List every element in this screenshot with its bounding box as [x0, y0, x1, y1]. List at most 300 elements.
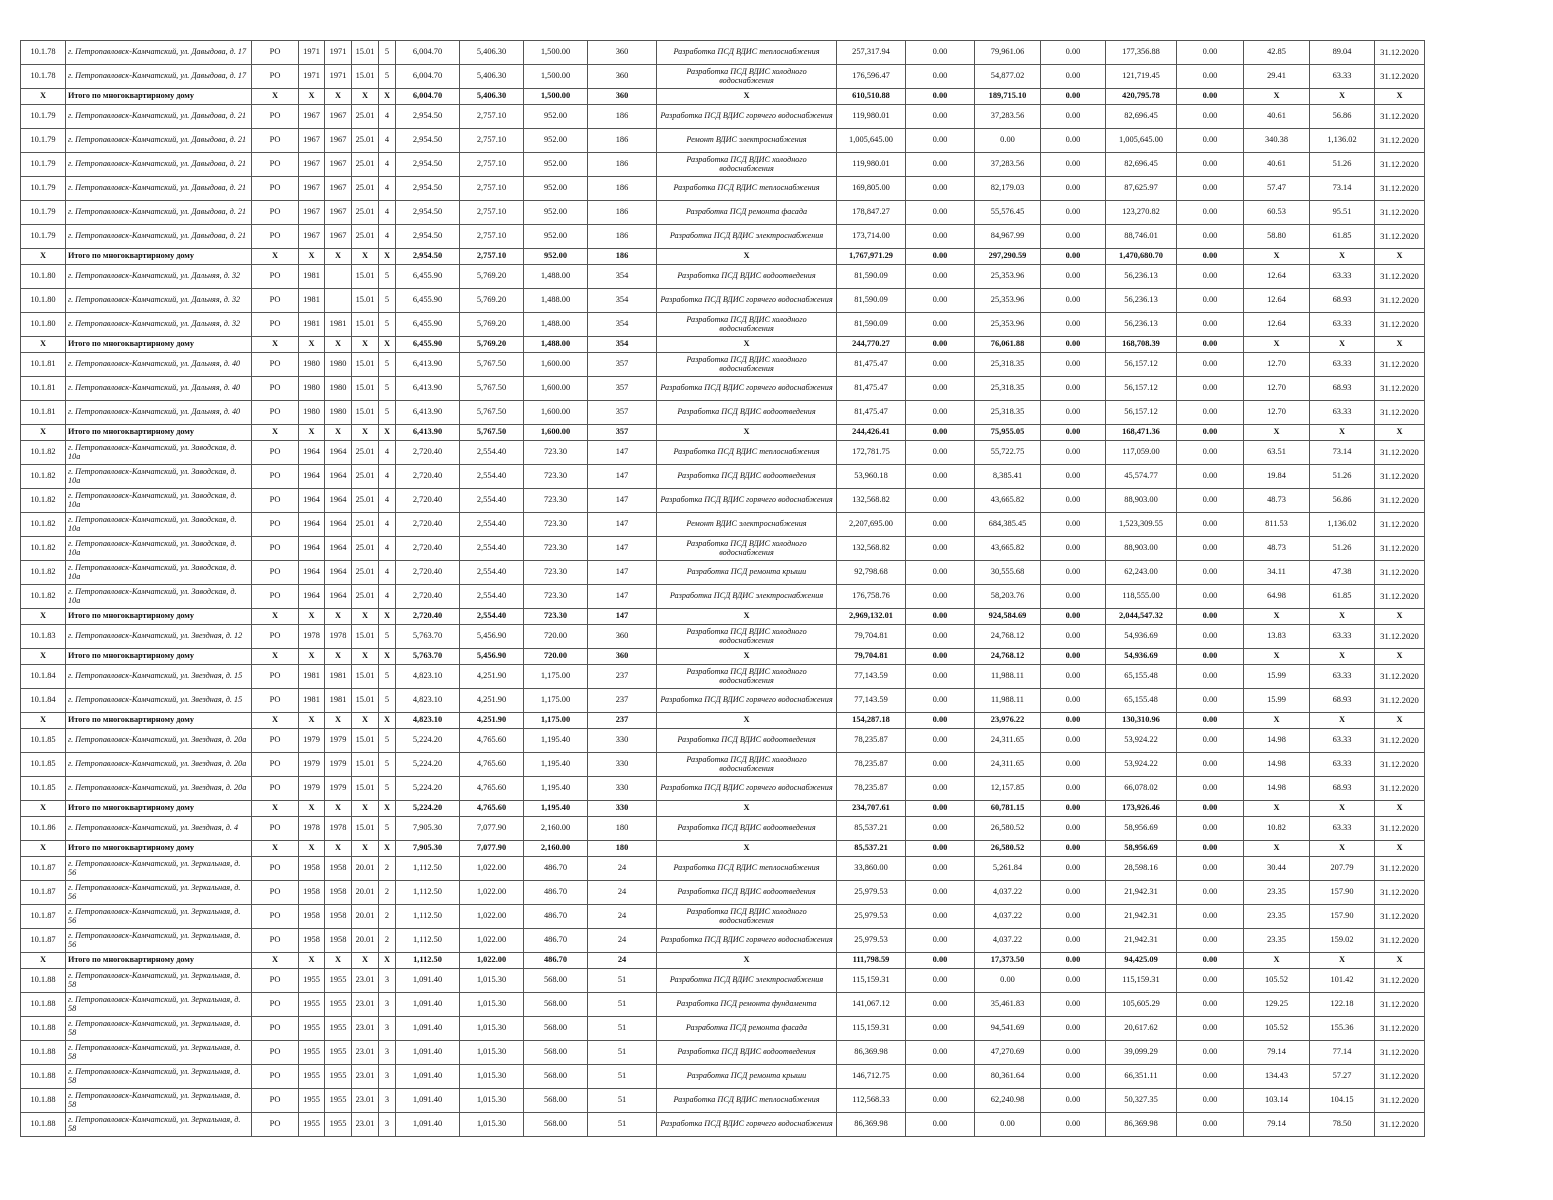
cell-cost-total: 2,969,132.01 — [837, 609, 906, 625]
cell-cost-regional: 4,037.22 — [975, 881, 1041, 905]
cell-year-built: 1971 — [299, 41, 325, 65]
cell-total-area: 2,954.50 — [396, 225, 460, 249]
cell-year-built: 1979 — [299, 729, 325, 753]
cell-address: г. Петропавловск-Камчатский, ул. Дальняя, д. 32 — [66, 313, 252, 337]
cell-owner-type: РО — [252, 561, 299, 585]
cell-cost-regional: 0.00 — [975, 1113, 1041, 1137]
cell-total-area: 5,224.20 — [396, 777, 460, 801]
cell-item-number: X — [21, 713, 66, 729]
cell-owner-type: РО — [252, 289, 299, 313]
cell-completion-date: 31.12.2020 — [1375, 289, 1425, 313]
cell-unit-limit: X — [1310, 801, 1375, 817]
cell-year-commissioned: X — [325, 337, 352, 353]
cell-owner-type: X — [252, 249, 299, 265]
cell-cost-regional: 25,318.35 — [975, 401, 1041, 425]
cell-common-area: 486.70 — [524, 929, 588, 953]
table-row — [21, 561, 1425, 585]
cell-total-area: 1,091.40 — [396, 993, 460, 1017]
cell-cost-other: 0.00 — [1177, 225, 1244, 249]
cell-common-area: 1,175.00 — [524, 689, 588, 713]
cell-owner-type: РО — [252, 65, 299, 89]
cell-wall-material: 25.01 — [352, 537, 379, 561]
cell-unit-cost: 14.98 — [1244, 753, 1310, 777]
cell-cost-regional: 25,353.96 — [975, 289, 1041, 313]
cell-floors: 3 — [379, 969, 396, 993]
cell-common-area: 486.70 — [524, 881, 588, 905]
cell-completion-date: 31.12.2020 — [1375, 353, 1425, 377]
cell-cost-local: 0.00 — [1041, 153, 1106, 177]
cell-owner-type: X — [252, 89, 299, 105]
cell-floors: X — [379, 89, 396, 105]
cell-owner-type: РО — [252, 441, 299, 465]
cell-wall-material: 15.01 — [352, 353, 379, 377]
cell-completion-date: 31.12.2020 — [1375, 777, 1425, 801]
cell-year-built: 1978 — [299, 625, 325, 649]
cell-cost-other: 0.00 — [1177, 649, 1244, 665]
cell-common-area: 1,600.00 — [524, 377, 588, 401]
cell-owner-type: РО — [252, 265, 299, 289]
cell-cost-regional: 62,240.98 — [975, 1089, 1041, 1113]
cell-residents: 360 — [588, 649, 657, 665]
cell-cost-total: 25,979.53 — [837, 905, 906, 929]
cell-item-number: X — [21, 249, 66, 265]
cell-address: г. Петропавловск-Камчатский, ул. Заводская, д. 10а — [66, 441, 252, 465]
cell-completion-date: 31.12.2020 — [1375, 41, 1425, 65]
table-row — [21, 857, 1425, 881]
cell-wall-material: 20.01 — [352, 881, 379, 905]
cell-owner-type: РО — [252, 177, 299, 201]
cell-residents: 180 — [588, 841, 657, 857]
cell-year-built: 1981 — [299, 289, 325, 313]
cell-cost-federal: 0.00 — [906, 713, 975, 729]
cell-owner-type: РО — [252, 625, 299, 649]
cell-residents: 180 — [588, 817, 657, 841]
cell-year-commissioned: 1981 — [325, 689, 352, 713]
cell-owner-type: РО — [252, 881, 299, 905]
table-row — [21, 353, 1425, 377]
table-row — [21, 585, 1425, 609]
cell-cost-federal: 0.00 — [906, 625, 975, 649]
cell-wall-material: X — [352, 801, 379, 817]
cell-cost-regional: 26,580.52 — [975, 817, 1041, 841]
cell-item-number: 10.1.80 — [21, 313, 66, 337]
cell-cost-federal: 0.00 — [906, 425, 975, 441]
cell-cost-federal: 0.00 — [906, 969, 975, 993]
cell-living-area: 5,767.50 — [460, 353, 524, 377]
cell-year-built: 1967 — [299, 129, 325, 153]
cell-residents: 357 — [588, 425, 657, 441]
cell-floors: X — [379, 713, 396, 729]
cell-unit-cost: 12.70 — [1244, 353, 1310, 377]
capital-repair-table — [20, 40, 1425, 1137]
cell-unit-limit: X — [1310, 425, 1375, 441]
cell-total-area: 2,720.40 — [396, 441, 460, 465]
cell-floors: 4 — [379, 201, 396, 225]
cell-year-commissioned: 1964 — [325, 489, 352, 513]
cell-cost-regional: 24,768.12 — [975, 649, 1041, 665]
cell-unit-cost: 40.61 — [1244, 105, 1310, 129]
cell-floors: 5 — [379, 401, 396, 425]
cell-total-label: Итого по многоквартирному дому — [66, 713, 252, 729]
cell-residents: 24 — [588, 905, 657, 929]
cell-year-built: 1981 — [299, 265, 325, 289]
cell-cost-local: 0.00 — [1041, 817, 1106, 841]
cell-cost-federal: 0.00 — [906, 513, 975, 537]
cell-cost-local: 0.00 — [1041, 249, 1106, 265]
cell-owner-type: РО — [252, 353, 299, 377]
cell-unit-cost: X — [1244, 649, 1310, 665]
cell-floors: 4 — [379, 561, 396, 585]
cell-cost-local: 0.00 — [1041, 665, 1106, 689]
cell-owner-type: РО — [252, 1017, 299, 1041]
cell-unit-cost: X — [1244, 249, 1310, 265]
cell-cost-owners: 66,078.02 — [1106, 777, 1177, 801]
cell-residents: 51 — [588, 1089, 657, 1113]
cell-unit-cost: 15.99 — [1244, 689, 1310, 713]
cell-cost-other: 0.00 — [1177, 353, 1244, 377]
cell-residents: 186 — [588, 129, 657, 153]
cell-residents: 186 — [588, 249, 657, 265]
cell-living-area: 5,406.30 — [460, 41, 524, 65]
cell-living-area: 4,765.60 — [460, 753, 524, 777]
cell-unit-cost: 15.99 — [1244, 665, 1310, 689]
cell-common-area: 952.00 — [524, 225, 588, 249]
cell-address: г. Петропавловск-Камчатский, ул. Звездная, д. 4 — [66, 817, 252, 841]
cell-cost-regional: 8,385.41 — [975, 465, 1041, 489]
cell-cost-owners: 54,936.69 — [1106, 625, 1177, 649]
cell-work-type: Разработка ПСД ВДИС теплоснабжения — [657, 441, 837, 465]
cell-cost-total: 610,510.88 — [837, 89, 906, 105]
cell-cost-total: 86,369.98 — [837, 1041, 906, 1065]
cell-cost-total: 78,235.87 — [837, 753, 906, 777]
cell-unit-cost: 42.85 — [1244, 41, 1310, 65]
cell-item-number: X — [21, 425, 66, 441]
cell-cost-other: 0.00 — [1177, 377, 1244, 401]
cell-unit-limit: 122.18 — [1310, 993, 1375, 1017]
cell-cost-total: 176,758.76 — [837, 585, 906, 609]
cell-cost-other: 0.00 — [1177, 817, 1244, 841]
cell-work-type: Разработка ПСД ВДИС холодного водоснабжения — [657, 65, 837, 89]
cell-living-area: 5,769.20 — [460, 337, 524, 353]
cell-unit-cost: 58.80 — [1244, 225, 1310, 249]
cell-cost-local: 0.00 — [1041, 777, 1106, 801]
cell-completion-date: 31.12.2020 — [1375, 929, 1425, 953]
cell-owner-type: РО — [252, 201, 299, 225]
cell-year-commissioned: 1964 — [325, 513, 352, 537]
cell-item-number: 10.1.78 — [21, 65, 66, 89]
cell-cost-total: 176,596.47 — [837, 65, 906, 89]
cell-wall-material: X — [352, 713, 379, 729]
cell-total-area: 1,091.40 — [396, 1065, 460, 1089]
cell-unit-limit: 47.38 — [1310, 561, 1375, 585]
cell-unit-cost: 29.41 — [1244, 65, 1310, 89]
cell-owner-type: РО — [252, 537, 299, 561]
cell-living-area: 1,022.00 — [460, 929, 524, 953]
cell-total-area: 1,091.40 — [396, 1017, 460, 1041]
cell-completion-date: 31.12.2020 — [1375, 1089, 1425, 1113]
cell-cost-federal: 0.00 — [906, 289, 975, 313]
cell-living-area: 2,554.40 — [460, 585, 524, 609]
cell-cost-local: 0.00 — [1041, 969, 1106, 993]
table-row — [21, 401, 1425, 425]
cell-year-commissioned: 1964 — [325, 561, 352, 585]
table-total-row — [21, 801, 1425, 817]
cell-address: г. Петропавловск-Камчатский, ул. Заводская, д. 10а — [66, 513, 252, 537]
cell-cost-federal: 0.00 — [906, 89, 975, 105]
cell-cost-other: 0.00 — [1177, 537, 1244, 561]
cell-completion-date: 31.12.2020 — [1375, 857, 1425, 881]
cell-unit-cost: 103.14 — [1244, 1089, 1310, 1113]
cell-work-type: Разработка ПСД ремонта крыши — [657, 561, 837, 585]
cell-cost-local: 0.00 — [1041, 129, 1106, 153]
cell-year-built: X — [299, 249, 325, 265]
cell-work-type: Разработка ПСД ВДИС теплоснабжения — [657, 1089, 837, 1113]
cell-unit-limit: 68.93 — [1310, 777, 1375, 801]
cell-item-number: 10.1.88 — [21, 1089, 66, 1113]
cell-year-built: 1967 — [299, 105, 325, 129]
cell-cost-local: 0.00 — [1041, 1017, 1106, 1041]
cell-cost-total: 79,704.81 — [837, 625, 906, 649]
cell-cost-other: 0.00 — [1177, 777, 1244, 801]
cell-floors: X — [379, 841, 396, 857]
cell-cost-other: 0.00 — [1177, 201, 1244, 225]
table-row — [21, 1041, 1425, 1065]
cell-total-area: 6,004.70 — [396, 41, 460, 65]
cell-unit-limit: X — [1310, 337, 1375, 353]
cell-item-number: 10.1.88 — [21, 1113, 66, 1137]
cell-total-area: 2,954.50 — [396, 249, 460, 265]
cell-cost-total: 111,798.59 — [837, 953, 906, 969]
cell-cost-federal: 0.00 — [906, 1089, 975, 1113]
cell-cost-total: 77,143.59 — [837, 665, 906, 689]
cell-floors: 4 — [379, 585, 396, 609]
cell-unit-limit: 63.33 — [1310, 753, 1375, 777]
cell-residents: 147 — [588, 441, 657, 465]
cell-cost-other: 0.00 — [1177, 265, 1244, 289]
cell-owner-type: РО — [252, 1041, 299, 1065]
cell-unit-cost: 30.44 — [1244, 857, 1310, 881]
cell-common-area: 568.00 — [524, 993, 588, 1017]
table-row — [21, 689, 1425, 713]
cell-address: г. Петропавловск-Камчатский, ул. Звездная, д. 15 — [66, 665, 252, 689]
cell-completion-date: 31.12.2020 — [1375, 153, 1425, 177]
cell-wall-material: 23.01 — [352, 1089, 379, 1113]
cell-cost-federal: 0.00 — [906, 265, 975, 289]
cell-owner-type: РО — [252, 465, 299, 489]
cell-cost-federal: 0.00 — [906, 817, 975, 841]
cell-owner-type: РО — [252, 1065, 299, 1089]
cell-year-commissioned: X — [325, 713, 352, 729]
cell-wall-material: 25.01 — [352, 489, 379, 513]
cell-common-area: 723.30 — [524, 465, 588, 489]
cell-cost-other: 0.00 — [1177, 729, 1244, 753]
cell-cost-other: 0.00 — [1177, 425, 1244, 441]
cell-cost-federal: 0.00 — [906, 105, 975, 129]
cell-total-area: 2,720.40 — [396, 585, 460, 609]
cell-unit-cost: 48.73 — [1244, 489, 1310, 513]
cell-common-area: 723.30 — [524, 513, 588, 537]
cell-common-area: 1,600.00 — [524, 425, 588, 441]
cell-item-number: X — [21, 801, 66, 817]
cell-year-commissioned: 1955 — [325, 1017, 352, 1041]
cell-unit-limit: X — [1310, 841, 1375, 857]
cell-year-commissioned: 1964 — [325, 585, 352, 609]
cell-year-commissioned: X — [325, 249, 352, 265]
cell-unit-limit: 89.04 — [1310, 41, 1375, 65]
cell-residents: 237 — [588, 689, 657, 713]
cell-completion-date: 31.12.2020 — [1375, 1041, 1425, 1065]
cell-wall-material: 25.01 — [352, 441, 379, 465]
cell-living-area: 4,765.60 — [460, 801, 524, 817]
cell-cost-federal: 0.00 — [906, 41, 975, 65]
cell-living-area: 5,406.30 — [460, 89, 524, 105]
cell-total-area: 1,112.50 — [396, 881, 460, 905]
cell-wall-material: 25.01 — [352, 585, 379, 609]
cell-unit-cost: 12.70 — [1244, 401, 1310, 425]
cell-common-area: 952.00 — [524, 153, 588, 177]
cell-living-area: 1,022.00 — [460, 905, 524, 929]
cell-year-built: 1955 — [299, 993, 325, 1017]
cell-cost-regional: 37,283.56 — [975, 105, 1041, 129]
cell-item-number: 10.1.79 — [21, 129, 66, 153]
cell-cost-federal: 0.00 — [906, 585, 975, 609]
cell-total-label: Итого по многоквартирному дому — [66, 649, 252, 665]
cell-cost-local: 0.00 — [1041, 929, 1106, 953]
cell-cost-other: 0.00 — [1177, 465, 1244, 489]
cell-year-commissioned: 1958 — [325, 929, 352, 953]
cell-cost-local: 0.00 — [1041, 561, 1106, 585]
cell-cost-owners: 123,270.82 — [1106, 201, 1177, 225]
cell-year-commissioned: 1981 — [325, 313, 352, 337]
cell-cost-owners: 28,598.16 — [1106, 857, 1177, 881]
cell-total-area: 2,720.40 — [396, 609, 460, 625]
cell-living-area: 2,554.40 — [460, 489, 524, 513]
cell-unit-limit: 56.86 — [1310, 105, 1375, 129]
cell-cost-owners: 56,157.12 — [1106, 353, 1177, 377]
cell-wall-material: 15.01 — [352, 689, 379, 713]
cell-owner-type: РО — [252, 993, 299, 1017]
cell-unit-limit: 73.14 — [1310, 441, 1375, 465]
cell-year-commissioned: X — [325, 425, 352, 441]
cell-work-type: Разработка ПСД ВДИС холодного водоснабжения — [657, 313, 837, 337]
cell-cost-regional: 84,967.99 — [975, 225, 1041, 249]
cell-cost-other: 0.00 — [1177, 1113, 1244, 1137]
cell-unit-cost: 340.38 — [1244, 129, 1310, 153]
cell-cost-total: 81,475.47 — [837, 353, 906, 377]
cell-unit-cost: X — [1244, 337, 1310, 353]
cell-work-type: X — [657, 249, 837, 265]
cell-common-area: 1,500.00 — [524, 41, 588, 65]
cell-cost-regional: 5,261.84 — [975, 857, 1041, 881]
cell-floors: X — [379, 337, 396, 353]
cell-common-area: 486.70 — [524, 953, 588, 969]
cell-residents: 147 — [588, 537, 657, 561]
cell-year-commissioned: 1964 — [325, 465, 352, 489]
cell-cost-owners: 45,574.77 — [1106, 465, 1177, 489]
cell-address: г. Петропавловск-Камчатский, ул. Давыдова, д. 17 — [66, 41, 252, 65]
cell-work-type: X — [657, 337, 837, 353]
cell-common-area: 568.00 — [524, 1089, 588, 1113]
cell-unit-limit: 68.93 — [1310, 689, 1375, 713]
cell-cost-total: 78,235.87 — [837, 729, 906, 753]
cell-cost-regional: 11,988.11 — [975, 689, 1041, 713]
cell-owner-type: РО — [252, 689, 299, 713]
cell-cost-total: 33,860.00 — [837, 857, 906, 881]
cell-completion-date: 31.12.2020 — [1375, 313, 1425, 337]
cell-cost-total: 169,805.00 — [837, 177, 906, 201]
cell-unit-limit: 95.51 — [1310, 201, 1375, 225]
cell-unit-cost: X — [1244, 953, 1310, 969]
cell-living-area: 5,456.90 — [460, 649, 524, 665]
cell-total-area: 1,112.50 — [396, 929, 460, 953]
cell-year-built: 1958 — [299, 881, 325, 905]
cell-floors: 5 — [379, 625, 396, 649]
cell-work-type: Разработка ПСД ремонта фундамента — [657, 993, 837, 1017]
cell-unit-limit: 1,136.02 — [1310, 513, 1375, 537]
cell-cost-regional: 0.00 — [975, 969, 1041, 993]
cell-unit-limit: 51.26 — [1310, 465, 1375, 489]
cell-unit-limit: 56.86 — [1310, 489, 1375, 513]
cell-cost-other: 0.00 — [1177, 689, 1244, 713]
cell-cost-local: 0.00 — [1041, 377, 1106, 401]
cell-wall-material: 23.01 — [352, 969, 379, 993]
cell-unit-limit: 63.33 — [1310, 817, 1375, 841]
cell-year-built: 1955 — [299, 1089, 325, 1113]
cell-cost-regional: 58,203.76 — [975, 585, 1041, 609]
cell-cost-local: 0.00 — [1041, 201, 1106, 225]
cell-year-commissioned: 1964 — [325, 441, 352, 465]
cell-year-built: 1964 — [299, 537, 325, 561]
cell-year-commissioned: 1979 — [325, 777, 352, 801]
cell-cost-regional: 24,311.65 — [975, 729, 1041, 753]
cell-cost-federal: 0.00 — [906, 353, 975, 377]
cell-year-built: 1955 — [299, 1065, 325, 1089]
cell-floors: 5 — [379, 313, 396, 337]
cell-year-built: 1955 — [299, 969, 325, 993]
cell-completion-date: 31.12.2020 — [1375, 65, 1425, 89]
cell-residents: 24 — [588, 953, 657, 969]
cell-unit-limit: 61.85 — [1310, 225, 1375, 249]
document-page — [20, 40, 1424, 1137]
cell-unit-limit: 101.42 — [1310, 969, 1375, 993]
cell-item-number: 10.1.87 — [21, 905, 66, 929]
cell-common-area: 486.70 — [524, 857, 588, 881]
cell-residents: 357 — [588, 353, 657, 377]
cell-year-built: X — [299, 425, 325, 441]
cell-year-built: X — [299, 609, 325, 625]
cell-cost-federal: 0.00 — [906, 465, 975, 489]
cell-year-built: X — [299, 953, 325, 969]
cell-cost-other: 0.00 — [1177, 1065, 1244, 1089]
cell-cost-local: 0.00 — [1041, 289, 1106, 313]
cell-address: г. Петропавловск-Камчатский, ул. Дальняя, д. 40 — [66, 353, 252, 377]
cell-completion-date: 31.12.2020 — [1375, 225, 1425, 249]
cell-cost-total: 25,979.53 — [837, 881, 906, 905]
cell-work-type: Разработка ПСД ВДИС горячего водоснабжения — [657, 1113, 837, 1137]
cell-cost-federal: 0.00 — [906, 993, 975, 1017]
cell-work-type: X — [657, 713, 837, 729]
cell-total-label: Итого по многоквартирному дому — [66, 609, 252, 625]
cell-unit-limit: X — [1310, 953, 1375, 969]
cell-cost-federal: 0.00 — [906, 377, 975, 401]
cell-total-area: 4,823.10 — [396, 689, 460, 713]
cell-year-built: 1967 — [299, 177, 325, 201]
cell-wall-material: 23.01 — [352, 1065, 379, 1089]
cell-cost-total: 132,568.82 — [837, 537, 906, 561]
cell-work-type: X — [657, 649, 837, 665]
cell-wall-material: 15.01 — [352, 401, 379, 425]
cell-address: г. Петропавловск-Камчатский, ул. Зеркальная, д. 56 — [66, 881, 252, 905]
